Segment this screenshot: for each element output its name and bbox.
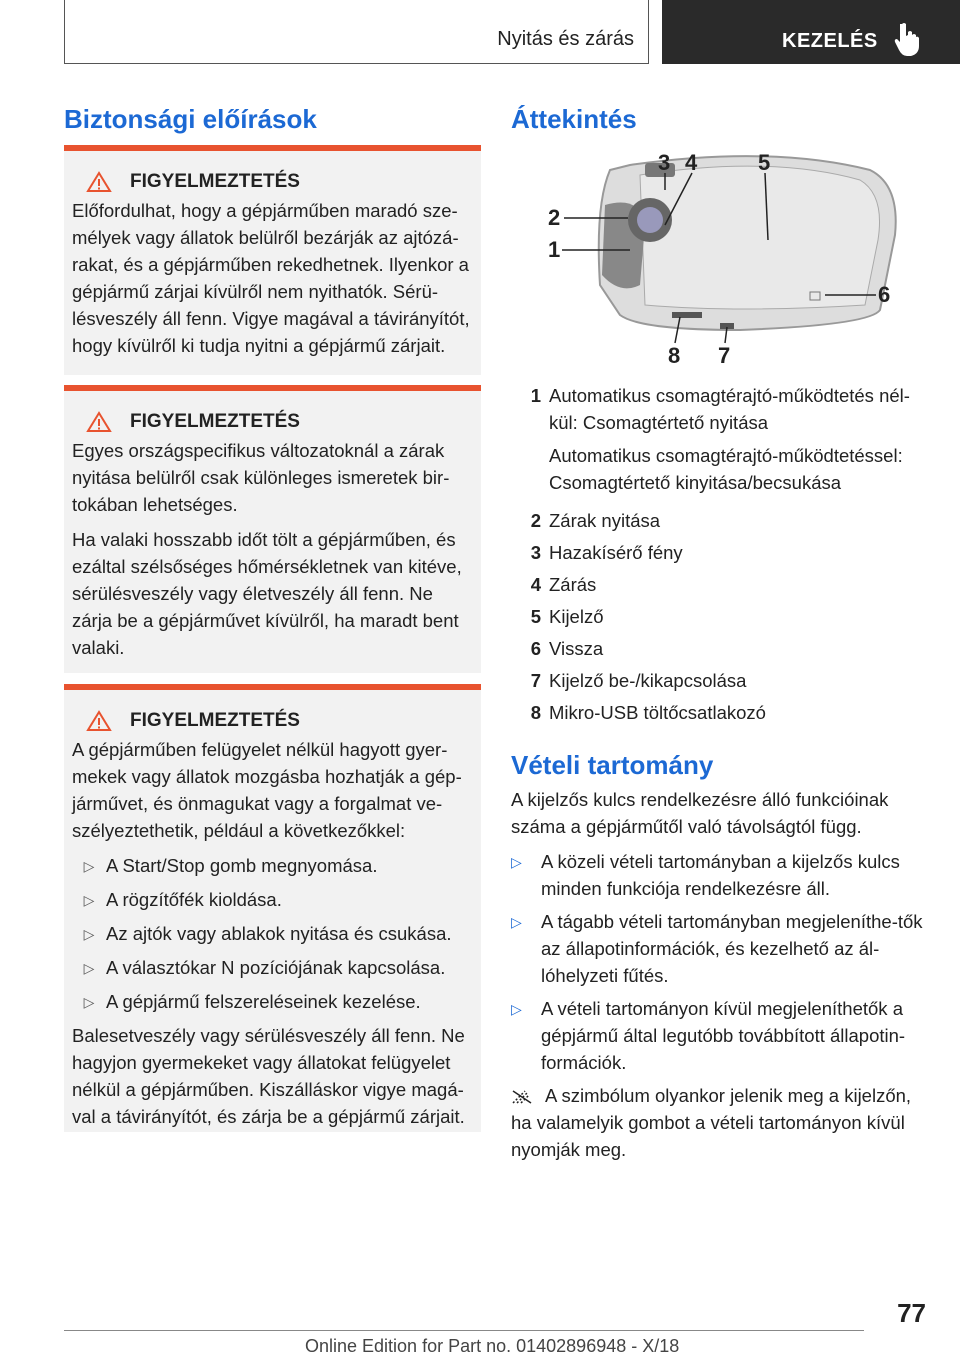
list-item: ▷ A választókar N pozíciójának kapcsolása.: [72, 954, 473, 982]
reception-intro: A kijelzős kulcs rendelkezésre álló funkcióinak száma a gépjárműtől való távolságtól függ.: [511, 789, 889, 837]
label-5: 5: [758, 150, 771, 175]
label-7: 7: [718, 343, 731, 368]
warning-heading: [72, 171, 473, 193]
bullet-triangle-icon: ▷: [83, 960, 95, 976]
list-item: ▷ A rögzítőfék kioldása.: [72, 886, 473, 914]
label-4: 4: [685, 150, 698, 175]
warning-box-1: [64, 145, 481, 375]
list-item: ▷ A tágabb vételi tartományban megjeleníthe-tők az állapotinformációk, és kezelhető az ál-lóhelyzeti fűtés.: [511, 908, 926, 989]
warning-box-3: [64, 684, 481, 1132]
legend-list: [511, 382, 926, 731]
warning-text: Egyes országspecifikus változatoknál a zárak nyitása belülről csak különleges ismeretek bir-tokában lehetséges.: [72, 440, 450, 515]
bullet-triangle-icon: ▷: [83, 858, 95, 874]
reception-section: [511, 786, 926, 1171]
list-item: 1 Automatikus csomagtérajtó-működtetés nél-kül: Csomagtértető nyitása Automatikus csomagtérajtó-működtetéssel: Csomagtértető kinyitása/becsukása: [530, 385, 910, 493]
header-section-title: Nyitás és zárás: [497, 28, 634, 50]
label-3: 3: [658, 150, 671, 175]
warning-text: Balesetveszély vagy sérülésveszély áll fenn. Ne hagyjon gyermekeket vagy állatokat felügyelet nélkül a gépjárműben. Kiszálláskor vigye magá-val a távirányítót, és zárja be a gépjármű zárjait.: [72, 1025, 465, 1127]
header-chapter-box: [662, 0, 960, 64]
bullet-triangle-icon: ▷: [511, 1001, 522, 1017]
list-item: 6 Vissza: [530, 638, 604, 659]
label-6: 6: [878, 282, 891, 307]
list-item: 4 Zárás: [530, 574, 597, 595]
header-section-box: [64, 0, 649, 64]
symbol-note: [511, 1082, 926, 1163]
list-item: 3 Hazakísérő fény: [530, 542, 683, 563]
warning-text: Ha valaki hosszabb időt tölt a gépjárműben, és ezáltal szélsőséges hőmérsékletnek van kitéve, sérülésveszély vagy életveszély áll fenn. Ne zárja be a gépjárművet kívülről, ha maradt bent valaki.: [72, 529, 462, 658]
reception-range-title: Vételi tartomány: [511, 750, 714, 780]
list-item: ▷ A Start/Stop gomb megnyomása.: [72, 852, 473, 880]
label-2: 2: [548, 205, 561, 230]
footer-edition: Online Edition for Part no. 01402896948 - X/18: [305, 1336, 680, 1356]
list-item: 2 Zárak nyitása: [530, 510, 661, 531]
warning-triangle-icon: [86, 411, 112, 433]
footer-divider: [64, 1330, 864, 1331]
list-item: ▷ A közeli vételi tartományban a kijelzős kulcs minden funkciója rendelkezésre áll.: [511, 848, 926, 902]
warning-triangle-icon: [86, 710, 112, 732]
label-8: 8: [668, 343, 681, 368]
warning-text: Előfordulhat, hogy a gépjárműben maradó sze-mélyek vagy állatok belülről bezárják az ajtózá-rakat, és a gépjárműben rekedhetnek. Ilyenkor a gépjármű zárjai kívülről nem nyithatók. Sérü-lésveszély áll fenn. Vigye magával a távirányítót, hogy kívülről ki tudja nyitni a gépjármű zárjait.: [72, 200, 470, 356]
left-section-title: Biztonsági előírások: [64, 104, 317, 134]
page-number: 77: [897, 1298, 926, 1328]
hand-pointer-icon: [894, 22, 920, 56]
warning-heading: [72, 411, 473, 433]
list-item: ▷ A gépjármű felszereléseinek kezelése.: [72, 988, 473, 1016]
list-item: 7 Kijelző be-/kikapcsolása: [530, 670, 747, 691]
list-item: ▷ Az ajtók vagy ablakok nyitása és csukása.: [72, 920, 473, 948]
symbol-note-text: A szimbólum olyankor jelenik meg a kijelzőn, ha valamelyik gombot a vételi tartományon kívül nyomják meg.: [511, 1085, 912, 1160]
warning-label: FIGYELMEZTETÉS: [130, 171, 300, 192]
warning-heading: [72, 710, 473, 732]
no-signal-icon: [511, 1089, 539, 1105]
warning-label: FIGYELMEZTETÉS: [130, 710, 300, 731]
list-item: 8 Mikro-USB töltőcsatlakozó: [530, 702, 766, 723]
list-item: 5 Kijelző: [530, 606, 604, 627]
warning-triangle-icon: [86, 171, 112, 193]
bullet-triangle-icon: ▷: [511, 854, 522, 870]
key-diagram: [540, 145, 910, 370]
warning-label: FIGYELMEZTETÉS: [130, 411, 300, 432]
header-chapter-title: KEZELÉS: [782, 30, 878, 52]
right-section-title: Áttekintés: [511, 104, 637, 134]
bullet-triangle-icon: ▷: [83, 926, 95, 942]
bullet-triangle-icon: ▷: [511, 914, 522, 930]
warning-text: A gépjárműben felügyelet nélkül hagyott gyer-mekek vagy állatok mozgásba hozhatják a gép-járművet, és önmagukat vagy a forgalmat ve-szélyeztethetik, például a következőkkel:: [72, 739, 462, 841]
bullet-triangle-icon: ▷: [83, 994, 95, 1010]
label-1: 1: [548, 237, 561, 262]
bullet-triangle-icon: ▷: [83, 892, 95, 908]
list-item: ▷ A vételi tartományon kívül megjeleníthetők a gépjármű által legutóbb továbbított állapotin-formációk.: [511, 995, 926, 1076]
warning-box-2: [64, 385, 481, 673]
